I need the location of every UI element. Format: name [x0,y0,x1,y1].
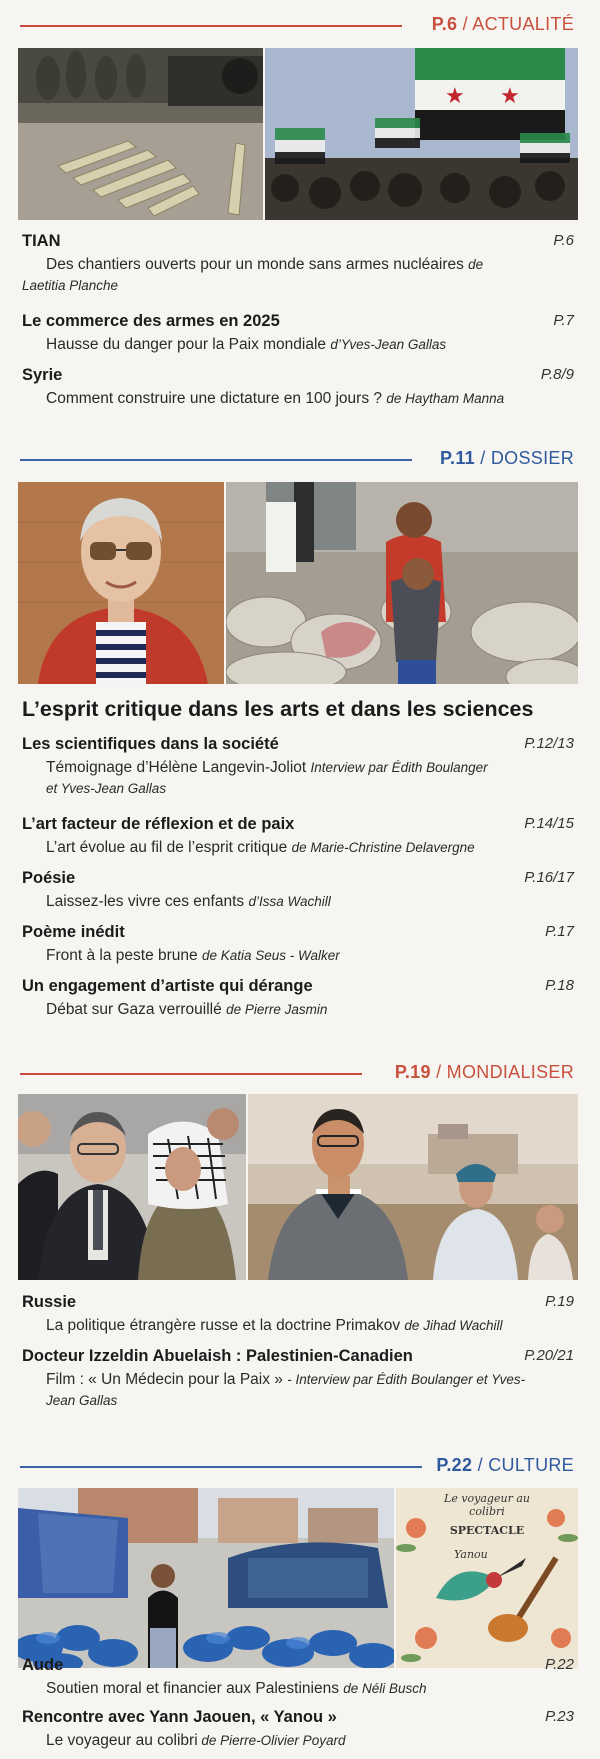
section-label[interactable]: P.6 / ACTUALITÉ [431,14,574,34]
syria-flags-photo [265,48,578,220]
entry-description: Soutien moral et financier aux Palestiniens de Néli Busch [46,1680,427,1697]
entry-page: P.19 [545,1293,574,1310]
entry-description: Comment construire une dictature en 100 jours ? de Haytham Manna [46,390,505,407]
section-rule [20,459,412,461]
entry-title: Le commerce des armes en 2025 [22,312,280,330]
entry-title: Syrie [22,366,63,384]
entry-description: Des chantiers ouverts pour un monde sans armes nucléaires de [46,256,484,273]
colibri-poster [396,1488,578,1668]
toc-entry[interactable] [22,735,574,799]
toc-entry[interactable] [22,312,574,356]
toc-entry[interactable] [22,1656,574,1700]
svg-text:★: ★ [445,84,465,109]
toc-entry[interactable] [22,1293,574,1337]
entry-description: Le voyageur au colibri de Pierre-Olivier Poyard [46,1732,346,1749]
dossier-photos [18,482,578,684]
entry-description: Laissez-les vivre ces enfants d’Issa Wachill [46,893,331,910]
entry-page: P.7 [553,312,574,329]
entry-description: La politique étrangère russe et la doctrine Primakov de Jihad Wachill [46,1317,503,1334]
portrait-photo [18,482,224,684]
toc-entry[interactable] [22,1347,574,1411]
entry-page: P.18 [545,977,574,994]
entry-author: Laetitia Planche [22,278,119,293]
entry-title: Rencontre avec Yann Jaouen, « Yanou » [22,1708,337,1726]
toc-entry[interactable] [22,232,574,296]
entry-title: Russie [22,1293,77,1311]
section-label[interactable]: P.19 / MONDIALISER [394,1062,574,1082]
entry-page: P.22 [545,1656,574,1673]
actualite-photos [18,48,578,220]
svg-text:★: ★ [500,84,520,109]
entry-title: L’art facteur de réflexion et de paix [22,815,295,833]
entry-description: Débat sur Gaza verrouillé de Pierre Jasmin [46,1001,328,1018]
primakov-arafat-photo [18,1094,246,1280]
section-label[interactable]: P.11 / DOSSIER [440,448,574,468]
entry-page: P.16/17 [524,869,574,886]
poster-name: Yanou [454,1548,488,1561]
entry-page: P.12/13 [524,735,574,752]
poster-subtitle: SPECTACLE [449,1524,525,1537]
entry-page: P.23 [545,1708,574,1725]
entry-description: L’art évolue au fil de l’esprit critique de Marie-Christine Delavergne [46,839,475,856]
entry-title: Docteur Izzeldin Abuelaish : Palestinien-Canadien [22,1347,413,1365]
entry-author: Jean Gallas [46,1393,118,1408]
entry-description: Témoignage d’Hélène Langevin-Joliot Interview par Édith Boulanger [46,759,488,776]
toc-entry[interactable] [22,869,574,913]
mondialiser-photos [18,1094,578,1280]
section-rule [20,1073,362,1075]
section-header-mondialiser [20,1062,576,1086]
entry-description: Front à la peste brune de Katia Seus - Walker [46,947,340,964]
entry-page: P.17 [545,923,574,940]
section-rule [20,25,402,27]
entry-title: Poème inédit [22,923,125,941]
section-header-dossier [20,448,576,472]
entry-page: P.6 [553,232,574,249]
entry-title: Aude [22,1656,64,1674]
abuelaish-photo [248,1094,578,1280]
entry-title: Poésie [22,869,76,887]
entry-title: Un engagement d’artiste qui dérange [22,977,313,995]
entry-page: P.14/15 [524,815,574,832]
section-label[interactable]: P.22 / CULTURE [436,1455,574,1475]
entry-page: P.8/9 [540,366,574,383]
toc-entry[interactable] [22,1708,574,1752]
toc-entry[interactable] [22,923,574,967]
entry-description: Hausse du danger pour la Paix mondiale d’Yves-Jean Gallas [46,336,447,353]
section-header-culture [20,1455,576,1479]
poster-title: Le voyageur au colibri [444,1492,530,1518]
munitions-photo [18,48,263,220]
toc-entry[interactable] [22,977,574,1021]
entry-description: Film : « Un Médecin pour la Paix » - Interview par Édith Boulanger et Yves- [46,1371,526,1388]
dossier-title: L’esprit critique dans les arts et dans les sciences [22,697,534,721]
aid-camp-photo [18,1488,394,1668]
toc-entry[interactable] [22,366,574,410]
section-header-actualite [20,14,576,38]
entry-author: et Yves-Jean Gallas [46,781,167,796]
entry-title: Les scientifiques dans la société [22,735,279,753]
culture-photos [18,1488,578,1668]
section-rule [20,1466,422,1468]
gaza-children-photo [226,482,578,684]
entry-title: TIAN [22,232,61,250]
toc-entry[interactable] [22,815,574,859]
entry-page: P.20/21 [524,1347,574,1364]
